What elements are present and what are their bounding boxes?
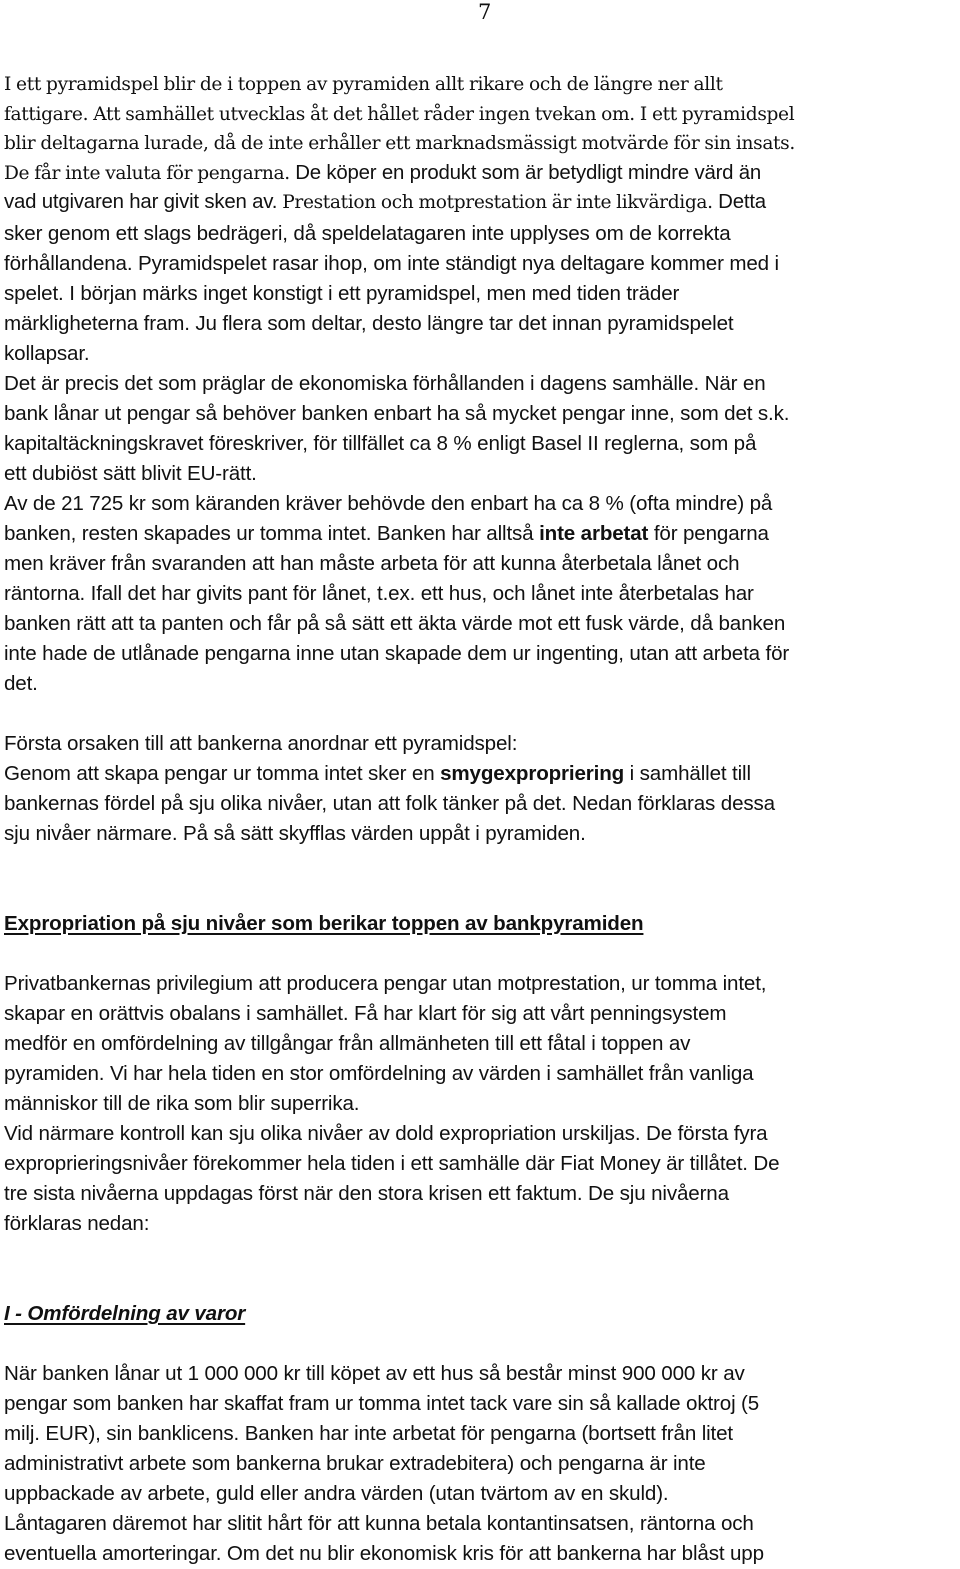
page-number: 7 [478, 0, 492, 24]
first-cause-line: Första orsaken till att bankerna anordnar ett pyramidspel: [4, 732, 518, 755]
text-line: fattigare. Att samhället utvecklas åt det hållet råder ingen tvekan om. I ett pyramidspel [4, 103, 795, 125]
paragraph-gap [4, 939, 956, 969]
emphasis-smygexpropriering: smygexpropriering [440, 762, 625, 785]
text-line: uppbackade av arbete, guld eller andra värden (utan tvärtom av en skuld). [4, 1482, 669, 1505]
intro-paragraph-serif [4, 70, 956, 218]
text-line-mixed [4, 159, 956, 189]
text-line: räntorna. Ifall det har givits pant för lånet, t.ex. ett hus, och lånet inte återbetalas har [4, 582, 754, 605]
subsection-heading: I - Omfördelning av varor [4, 1302, 246, 1325]
paragraph-gap [4, 849, 956, 909]
text-line: eventuella amorteringar. Om det nu blir ekonomisk kris för att bankerna har blåst upp [4, 1542, 764, 1565]
text-sans: Detta [712, 191, 766, 214]
text-line: Det är precis det som präglar de ekonomiska förhållanden i dagens samhälle. När en [4, 372, 766, 395]
paragraph-gap [4, 1329, 956, 1359]
text-line: det. [4, 672, 38, 695]
text-run: i samhället till [624, 762, 751, 785]
text-line: bankernas fördel på sju olika nivåer, utan att folk tänker på det. Nedan förklaras dessa [4, 792, 775, 815]
text-line: pyramiden. Vi har hela tiden en stor omfördelning av värden i samhället från vanliga [4, 1062, 754, 1085]
text-line: ett dubiöst sätt blivit EU-rätt. [4, 462, 257, 485]
text-line: exproprieringsnivåer förekommer hela tiden i ett samhälle där Fiat Money är tillåtet. De [4, 1152, 780, 1175]
text-line: förhållandena. Pyramidspelet rasar ihop, om inte ständigt nya deltagare kommer med i [4, 252, 779, 275]
text-line: Vid närmare kontroll kan sju olika nivåer av dold expropriation urskiljas. De första fyra [4, 1122, 768, 1145]
text-line: Privatbankernas privilegium att producera pengar utan motprestation, ur tomma intet, [4, 972, 767, 995]
text-line: inte hade de utlånade pengarna inne utan skapade dem ur ingenting, utan att arbeta för [4, 642, 790, 665]
text-line: milj. EUR), sin banklicens. Banken har inte arbetat för pengarna (bortsett från litet [4, 1422, 733, 1445]
text-line: blir deltagarna lurade, då de inte erhåller ett marknadsmässigt motvärde för sin insats. [4, 133, 795, 155]
paragraph-gap [4, 1239, 956, 1299]
text-line: människor till de rika som blir superrika. [4, 1092, 360, 1115]
text-line: tre sista nivåerna uppdagas först när den stora krisen ett faktum. De sju nivåerna [4, 1182, 729, 1205]
text-run: banken, resten skapades ur tomma intet. Banken har alltså [4, 522, 540, 545]
section-heading: Expropriation på sju nivåer som berikar toppen av bankpyramiden [4, 912, 644, 935]
text-line-emphasis [4, 759, 956, 789]
text-line: kapitaltäckningskravet föreskriver, för tillfället ca 8 % enligt Basel II reglerna, som på [4, 432, 757, 455]
text-line: administrativt arbete som bankerna brukar extradebitera) och pengarna är inte [4, 1452, 706, 1475]
text-sans: De köper en produkt som är betydligt mindre värd än [289, 161, 762, 184]
text-line: pengar som banken har skaffat fram ur tomma intet tack vare sin så kallade oktroj (5 [4, 1392, 760, 1415]
emphasis-inte-arbetat: inte arbetat [539, 522, 649, 545]
text-line: sju nivåer närmare. På så sätt skyfflas värden uppåt i pyramiden. [4, 822, 586, 845]
text-line: men kräver från svaranden att han måste arbeta för att kunna återbetala lånet och [4, 552, 740, 575]
text-line: När banken lånar ut 1 000 000 kr till köpet av ett hus så består minst 900 000 kr av [4, 1362, 745, 1385]
text-line: märkligheterna fram. Ju flera som deltar, desto längre tar det innan pyramidspelet [4, 312, 734, 335]
text-serif: Prestation och motprestation är inte likvärdiga. [277, 192, 713, 214]
text-line: sker genom ett slags bedrägeri, då speldelatagaren inte upplyses om de korrekta [4, 222, 731, 245]
text-line: kollapsar. [4, 342, 90, 365]
text-line: bank lånar ut pengar så behöver banken enbart ha så mycket pengar inne, som det s.k. [4, 402, 790, 425]
text-line: Av de 21 725 kr som käranden kräver behövde den enbart ha ca 8 % (ofta mindre) på [4, 492, 773, 515]
text-line: förklaras nedan: [4, 1212, 150, 1235]
text-line: medför en omfördelning av tillgångar från allmänheten till ett fåtal i toppen av [4, 1032, 691, 1055]
text-line-emphasis [4, 519, 956, 549]
text-line: banken rätt att ta panten och får på så sätt ett äkta värde mot ett fusk värde, då banken [4, 612, 786, 635]
text-line: spelet. I början märks inget konstigt i ett pyramidspel, men med tiden träder [4, 282, 680, 305]
text-line: Låntagaren däremot har slitit hårt för att kunna betala kontantinsatsen, räntorna och [4, 1512, 754, 1535]
body-text [4, 219, 956, 1569]
text-run: för pengarna [648, 522, 769, 545]
text-run: Genom att skapa pengar ur tomma intet sker en [4, 762, 441, 785]
text-line-mixed [4, 188, 956, 218]
text-line: I ett pyramidspel blir de i toppen av pyramiden allt rikare och de längre ner allt [4, 74, 723, 95]
text-sans: vad utgivaren har givit sken av. [4, 191, 278, 214]
text-line: skapar en orättvis obalans i samhället. Få har klart för sig att vårt penningsystem [4, 1002, 727, 1025]
text-serif: De får inte valuta för pengarna. [4, 162, 290, 184]
paragraph-gap [4, 699, 956, 729]
